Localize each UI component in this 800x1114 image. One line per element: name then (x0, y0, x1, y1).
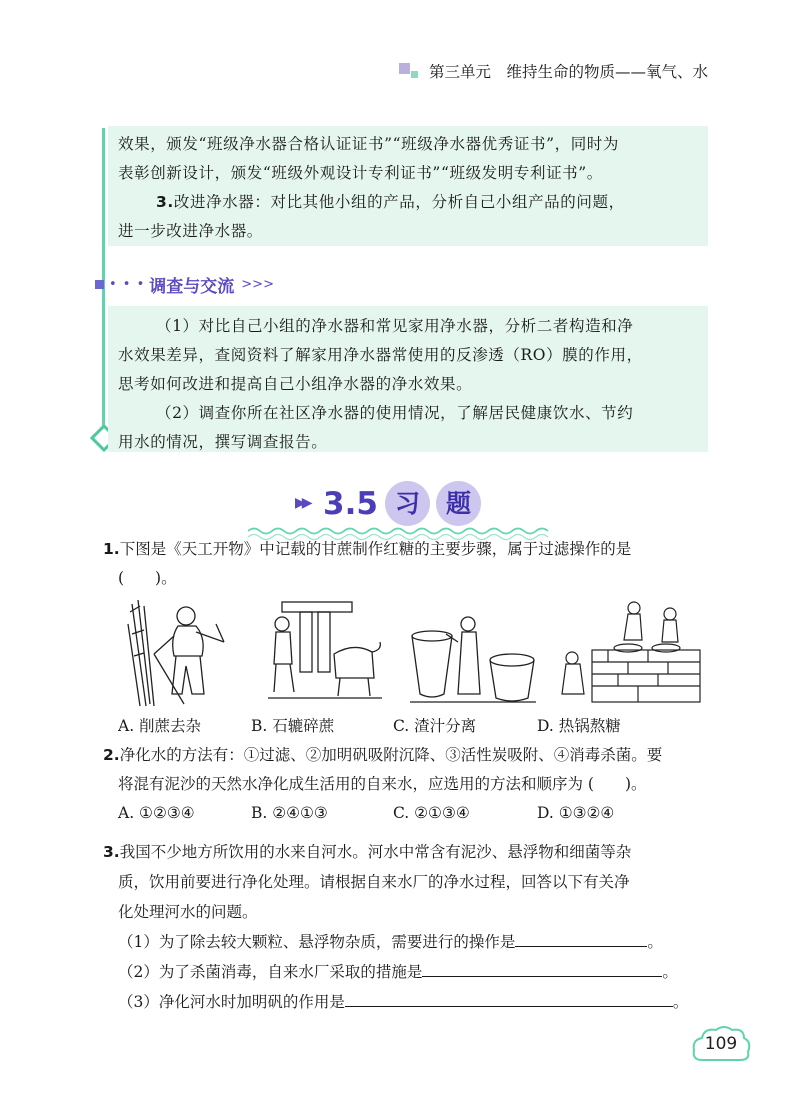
survey-title: 调查与交流 (149, 277, 235, 297)
dots-icon: • • • (109, 277, 146, 292)
exercise-number: 3.5 (323, 486, 378, 522)
exercise-char-2: 题 (436, 481, 481, 526)
sub-question-text: （3）净化河水时加明矾的作用是 (118, 993, 345, 1011)
question-text: 净化水的方法有：①过滤、②加明矾吸附沉降、③活性炭吸附、④消毒杀菌。要 (119, 746, 663, 764)
survey-line: 水效果差异，查阅资料了解家用净水器常使用的反渗透（RO）膜的作用， (118, 346, 643, 364)
page-number: 109 (704, 1034, 738, 1054)
option-c[interactable]: C. ②①③④ (393, 804, 470, 822)
item-text: 改进净水器：对比其他小组的产品，分析自己小组产品的问题， (173, 193, 625, 211)
sub-question-2 (103, 957, 709, 987)
option-d[interactable]: D. 热锅熬糖 (537, 717, 621, 735)
panel-item-3 (118, 188, 696, 217)
survey-line: 用水的情况，撰写调查报告。 (118, 433, 328, 451)
header-squares-icon (399, 63, 419, 79)
exercise-char-1: 习 (385, 481, 430, 526)
period: 。 (672, 993, 689, 1011)
double-arrow-icon: ▶▶ (295, 495, 309, 511)
page-number-badge (690, 1024, 752, 1066)
option-c[interactable]: C. 渣汁分离 (393, 717, 477, 735)
survey-line: 思考如何改进和提高自己小组净水器的净水效果。 (118, 375, 473, 393)
question-number: 2. (103, 746, 120, 764)
question-3 (103, 837, 709, 1017)
option-b[interactable]: B. 石辘碎蔗 (251, 717, 335, 735)
question-1 (103, 535, 709, 593)
unit-title: 第三单元 维持生命的物质——氧气、水 (428, 63, 708, 81)
square-bullet-icon (95, 280, 104, 289)
sub-question-text: （1）为了除去较大颗粒、悬浮物杂质，需要进行的操作是 (118, 933, 516, 951)
sub-question-1 (103, 927, 709, 957)
question-number: 3. (103, 843, 120, 861)
answer-blank-2[interactable] (422, 958, 662, 977)
answer-blank-3[interactable] (345, 988, 673, 1007)
question-1-options (103, 712, 709, 741)
panel-line: 效果，颁发“班级净水器合格认证证书”“班级净水器优秀证书”，同时为 (118, 135, 619, 153)
item-number: 3. (156, 193, 174, 211)
question-2 (103, 741, 709, 828)
tiangong-illustrations (124, 594, 704, 709)
option-d[interactable]: D. ①③②④ (537, 804, 615, 822)
period: 。 (647, 933, 663, 951)
panel-line: 表彰创新设计，颁发“班级外观设计专利证书”“班级发明专利证书”。 (118, 164, 603, 182)
activity-panel (108, 126, 708, 246)
running-header (399, 60, 708, 82)
crushing-cane-illustration (264, 594, 386, 709)
answer-blank-1[interactable] (515, 928, 647, 947)
question-text: 化处理河水的问题。 (118, 903, 258, 921)
survey-panel (108, 306, 708, 452)
question-text: 将混有泥沙的天然水净化成生活用的自来水，应选用的方法和顺序为 ( )。 (118, 775, 647, 793)
sub-question-3 (103, 987, 709, 1017)
option-b[interactable]: B. ②④①③ (251, 804, 328, 822)
arrows-icon: >>> (241, 277, 274, 292)
answer-bracket: ( )。 (118, 569, 177, 587)
period: 。 (662, 963, 678, 981)
survey-line: （2）调查你所在社区净水器的使用情况，了解居民健康饮水、节约 (156, 404, 634, 422)
separating-juice-illustration (408, 594, 538, 709)
survey-heading (95, 272, 274, 297)
option-a[interactable]: A. ①②③④ (118, 804, 195, 822)
cutting-cane-illustration (124, 594, 236, 709)
question-number: 1. (103, 540, 120, 558)
sub-question-text: （2）为了杀菌消毒，自来水厂采取的措施是 (118, 963, 423, 981)
question-text: 我国不少地方所饮用的水来自河水。河水中常含有泥沙、悬浮物和细菌等杂 (119, 843, 632, 861)
survey-line: （1）对比自己小组的净水器和常见家用净水器，分析二者构造和净 (156, 317, 634, 335)
boiling-sugar-illustration (558, 594, 704, 709)
question-text: 下图是《天工开物》中记载的甘蔗制作红糖的主要步骤，属于过滤操作的是 (119, 540, 632, 558)
option-a[interactable]: A. 削蔗去杂 (118, 717, 202, 735)
question-text: 质，饮用前要进行净化处理。请根据自来水厂的净水过程，回答以下有关净 (118, 873, 630, 891)
panel-line: 进一步改进净水器。 (118, 222, 263, 240)
